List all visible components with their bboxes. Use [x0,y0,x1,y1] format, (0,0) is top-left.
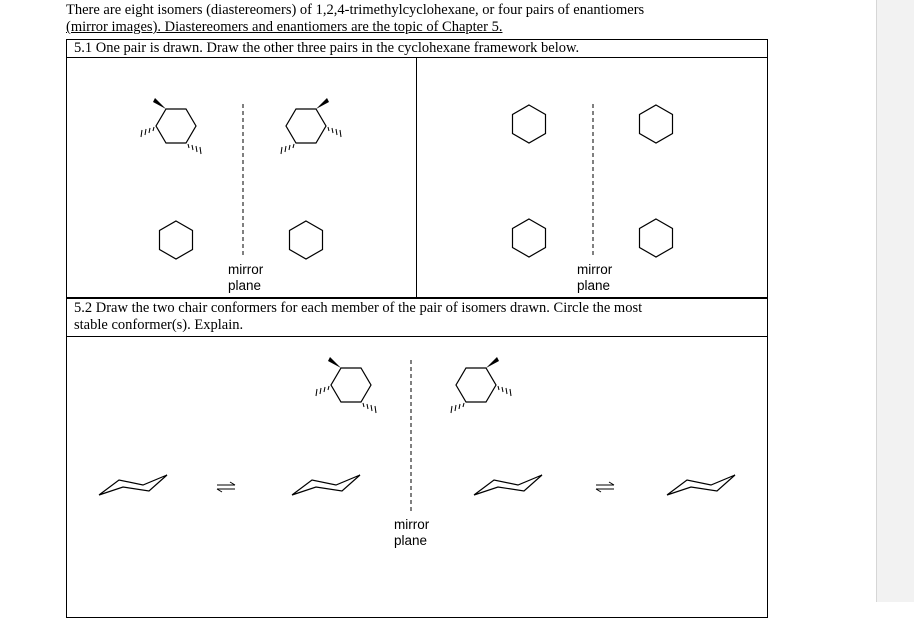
intro-line-1: There are eight isomers (diastereomers) of 1,2,4-trimethylcyclohexane, or four pairs of enantiomers [66,2,645,18]
cyclohexane-framework [640,105,673,143]
chair-conformer [667,475,735,495]
isomer-structure-left [316,357,376,413]
plane-label-word: plane [394,533,428,548]
chair-conformer [292,475,360,495]
cyclohexane-framework [640,219,673,257]
cyclohexane-framework [160,221,193,259]
section-5-2-heading-line-2: stable conformer(s). Explain. [74,317,244,333]
equilibrium-arrows-icon [596,482,614,492]
mirror-label-word: mirror [394,517,430,532]
chair-conformer [474,475,542,495]
plane-label-word: plane [577,278,611,293]
section-5-2-heading-line-1: 5.2 Draw the two chair conformers for each member of the pair of isomers drawn. Circle the most [74,300,643,316]
isomer-structure-right [281,98,341,154]
cyclohexane-framework [513,105,546,143]
chair-conformer [99,475,167,495]
cyclohexane-framework [513,219,546,257]
mirror-label-word: mirror [228,262,264,277]
plane-label-word: plane [228,278,262,293]
intro-line-2: (mirror images). Diastereomers and enantiomers are the topic of Chapter 5. [66,19,503,35]
viewer-side-panel [876,0,914,602]
isomer-structure-left [141,98,201,154]
section-5-1-heading: 5.1 One pair is drawn. Draw the other three pairs in the cyclohexane framework below. [74,40,580,56]
equilibrium-arrows-icon [217,482,235,492]
cyclohexane-framework [290,221,323,259]
mirror-label-word: mirror [577,262,613,277]
isomer-structure-right [451,357,511,413]
